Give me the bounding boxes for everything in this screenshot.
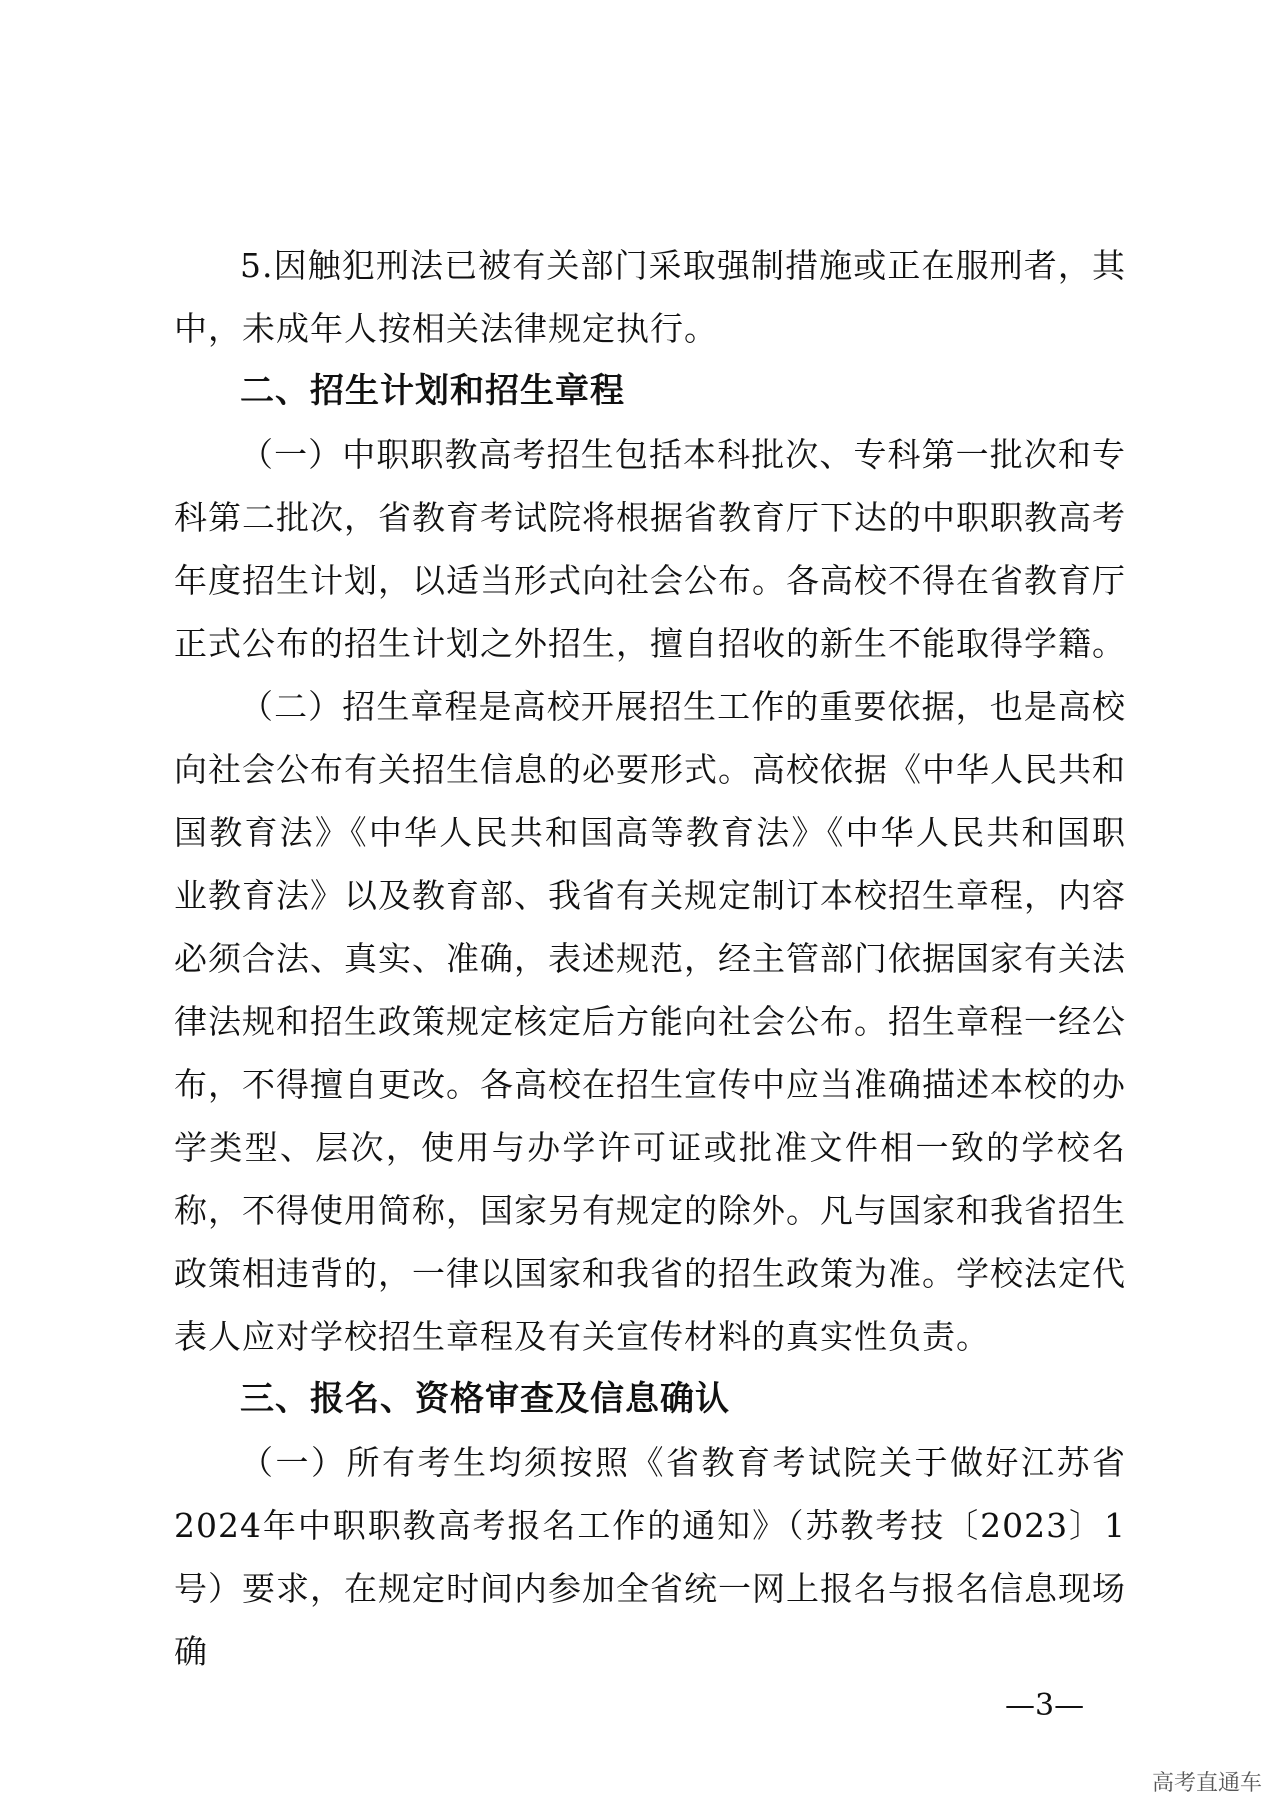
watermark-text: 高考直通车 — [1151, 1771, 1262, 1796]
section-heading-2: 二、招生计划和招生章程 — [240, 371, 625, 411]
paragraph-item-5: 5.因触犯刑法已被有关部门采取强制措施或正在服刑者，其中，未成年人按相关法律规定执行。 — [174, 246, 1126, 348]
paragraph-3-1: （一）所有考生均须按照《省教育考试院关于做好江苏省2024年中职职教高考报名工作的通知》（苏教考技〔2023〕1号）要求，在规定时间内参加全省统一网上报名与报名信息现场确 — [174, 1443, 1126, 1671]
section-heading-3: 三、报名、资格审查及信息确认 — [240, 1379, 730, 1419]
paragraph-2-2: （二）招生章程是高校开展招生工作的重要依据，也是高校向社会公布有关招生信息的必要形式。高校依据《中华人民共和国教育法》《中华人民共和国高等教育法》《中华人民共和国职业教育法》以及教育部、我省有关规定制订本校招生章程，内容必须合法、真实、准确，表述规范，经主管部门依据国家有关法律法规和招生政策规定核定后方能向社会公布。招生章程一经公布，不得擅自更改。各高校在招生宣传中应当准确描述本校的办学类型、层次，使用与办学许可证或批准文件相一致的学校名称，不得使用简称，国家另有规定的除外。凡与国家和我省招生政策相违背的，一律以国家和我省的招生政策为准。学校法定代表人应对学校招生章程及有关宣传材料的真实性负责。 — [174, 687, 1126, 1356]
paragraph-2-1: （一）中职职教高考招生包括本科批次、专科第一批次和专科第二批次，省教育考试院将根据省教育厅下达的中职职教高考年度招生计划，以适当形式向社会公布。各高校不得在省教育厅正式公布的招生计划之外招生，擅自招收的新生不能取得学籍。 — [174, 435, 1126, 663]
document-body — [174, 234, 1126, 1683]
page-number: —3— — [1005, 1688, 1085, 1723]
